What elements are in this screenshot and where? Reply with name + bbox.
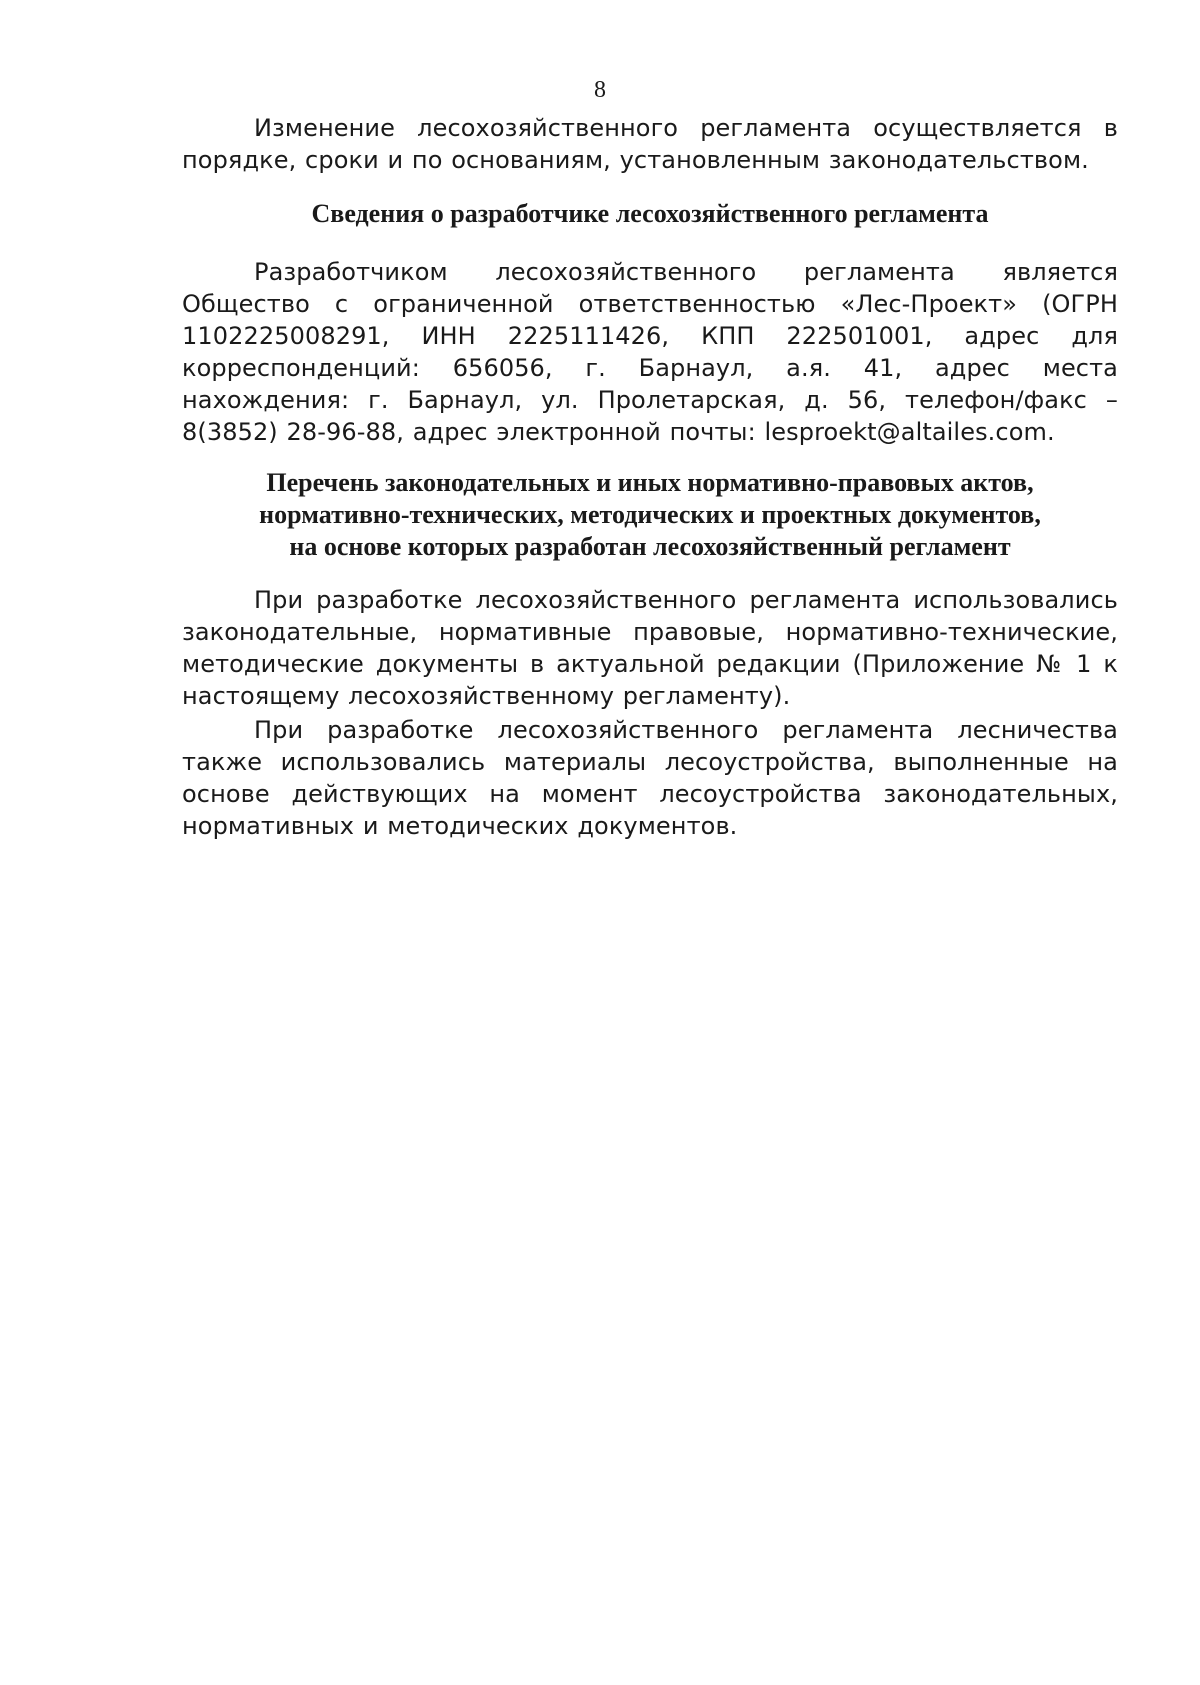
paragraph-forest-inventory-materials: При разработке лесохозяйственного регламента лесничества также использовались материалы лесоустройства, выполненные на основе действующих на момент лесоустройства законодательных, нормативных и методических документов. <box>182 716 1118 840</box>
heading-acts-line-3: на основе которых разработан лесохозяйственный регламент <box>289 532 1011 561</box>
page-number: 8 <box>594 77 606 103</box>
developer-details-text: Разработчиком лесохозяйственного регламента является Общество с ограниченной ответственностью «Лес-Проект» (ОГРН 1102225008291, ИНН 2225111426, КПП 222501001, адрес для корреспонденций: 656056, г. Барнаул, а.я. 41, адрес места нахождения: г. Барнаул, ул. Пролетарская, д. 56, телефон/факс – 8(3852) 28-96-88, адрес электронной почты: <box>182 258 1118 446</box>
paragraph-regulation-change: Изменение лесохозяйственного регламента осуществляется в порядке, сроки и по основаниям, установленным законодательством. <box>182 114 1118 174</box>
heading-acts-line-1: Перечень законодательных и иных нормативно-правовых актов, <box>266 468 1034 497</box>
heading-acts-line-2: нормативно-технических, методических и проектных документов, <box>259 500 1041 529</box>
paragraph-developer-details <box>182 256 1118 448</box>
heading-acts-list <box>182 467 1118 563</box>
heading-developer-info: Сведения о разработчике лесохозяйственного регламента <box>311 199 989 228</box>
paragraph-acts-used: При разработке лесохозяйственного регламента использовались законодательные, нормативные правовые, нормативно-технические, методические документы в актуальной редакции (Приложение № 1 к настоящему лесохозяйственному регламенту). <box>182 586 1118 710</box>
developer-email-link[interactable]: lesproekt@altailes.com. <box>764 418 1055 446</box>
